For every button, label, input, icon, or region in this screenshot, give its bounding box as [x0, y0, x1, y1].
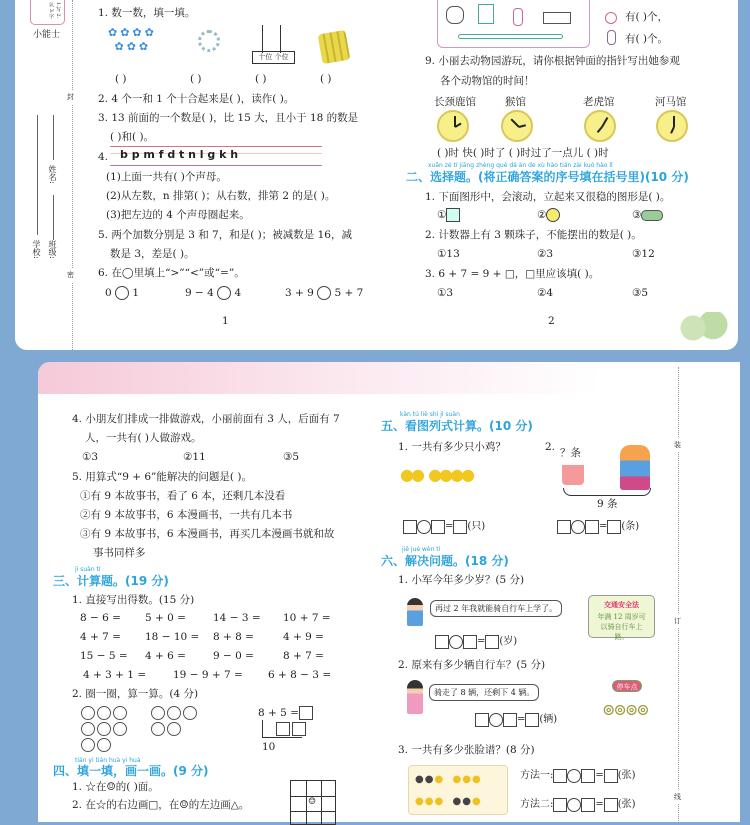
calc-item: 4 + 9 =	[283, 631, 324, 643]
option[interactable]: ①13	[437, 248, 460, 260]
answer-circle[interactable]	[317, 286, 331, 300]
section-pinyin: jì suàn tí	[75, 566, 101, 573]
position-grid	[290, 780, 336, 825]
abacus-image: 十位 个位	[250, 25, 296, 65]
picture-q2: 2.	[545, 441, 556, 453]
parking-sign: 停车点	[612, 680, 642, 692]
flowers-image: ✿✿✿✿ ✿✿✿	[108, 26, 157, 53]
cylinder-icon	[641, 210, 663, 221]
ball-icon	[546, 208, 560, 222]
problem-q1: 1. 小军今年多少岁？(5 分)	[398, 574, 525, 586]
option[interactable]: ②4	[537, 287, 554, 299]
equation-age[interactable]: = (岁)	[435, 632, 517, 649]
section-pinyin: jiě jué wèn tí	[402, 546, 441, 553]
shape-count-cylinder: 有( )个。	[625, 33, 669, 45]
question-2: 2. 4 个一和 1 个十合起来是( )，读作( )。	[98, 93, 295, 105]
question-4: 4. 小朋友们排成一排做游戏，小丽前面有 3 人，后面有 7	[72, 413, 340, 425]
girl-image	[407, 680, 423, 714]
choice-q3: 3. 6 + 7 = 9 + □，□里应该填( )。	[425, 268, 600, 280]
masks-box: ●●● ●●● ●●● ●●●	[408, 765, 508, 815]
section-pinyin: kàn tú liè shì jì suàn	[400, 411, 460, 418]
page-number: 2	[548, 315, 555, 327]
fish-total: 9 条	[597, 498, 618, 510]
binding-mark: 密	[67, 268, 74, 282]
bucket-icon	[562, 465, 584, 485]
binding-line	[678, 367, 679, 822]
compare-3: 3 + 9 5 + 7	[285, 287, 364, 299]
option[interactable]: ③有 9 本故事书，6 本漫画书，再买几本漫画书就和故	[80, 528, 335, 540]
name-line	[53, 115, 54, 160]
brand-label: 小能士	[33, 30, 61, 40]
sphere-icon	[605, 12, 617, 24]
smiley-icon: ☺	[308, 797, 317, 807]
cat-fishing-image	[620, 445, 650, 490]
section-5-title: 五、看图列式计算。(10 分)	[381, 419, 533, 433]
calc-item: 19 − 9 + 7 =	[173, 669, 243, 681]
question-9: 9. 小丽去动物园游玩，请你根据钟面的指针写出她参观	[425, 55, 680, 67]
question-1: 1. 数一数，填一填。	[98, 7, 196, 19]
speech-bubble: 再过 2 年我就能骑自行车上学了。	[430, 600, 562, 617]
cylinder-icon	[607, 30, 616, 45]
answer-paren: ( )	[255, 73, 267, 85]
calc-item: 6 + 8 − 3 =	[268, 669, 332, 681]
question-9-cont: 各个动物馆的时间！	[440, 75, 535, 87]
question-3-cont: ( )和( )。	[110, 131, 155, 143]
problem-q2: 2. 原来有多少辆自行车？(5 分)	[398, 659, 546, 671]
binding-mark: 封	[67, 90, 74, 104]
consonant-letters: b p m f d t n l g k h	[120, 148, 239, 161]
question-5: 5. 用算式“9 + 6”能解决的问题是( )。	[72, 471, 252, 483]
answer-circle[interactable]	[217, 286, 231, 300]
fish-question: ？条	[560, 447, 581, 459]
equation-fish[interactable]: = (条)	[557, 517, 639, 534]
option[interactable]: ②	[537, 208, 560, 222]
section-pinyin: tián yi tián huà yi huà	[75, 757, 141, 764]
fill-q1: 1. ☆在☺的( )面。	[72, 781, 159, 793]
fill-q2: 2. 在☆的右边画□，在☺的左边画△。	[72, 799, 250, 811]
section-2-title: 二、选择题。(将正确答案的序号填在括号里)(10 分)	[406, 170, 689, 184]
section-pinyin: xuǎn zé tí jiāng zhèng què dá àn de xù hào tián zài kuò hào lǐ	[428, 162, 613, 169]
cube-icon	[446, 208, 460, 222]
clock-icon	[501, 110, 533, 142]
compare-2: 9 − 4 4	[185, 287, 242, 299]
clock-icon	[656, 110, 688, 142]
option[interactable]: ③	[632, 208, 663, 222]
question-5: 5. 两个加数分别是 3 和 7，和是( )；被减数是 16，减	[98, 229, 352, 241]
option[interactable]: ②3	[537, 248, 554, 260]
question-4-cont: 人，一共有( )人做游戏。	[85, 432, 202, 444]
shapes-box	[437, 0, 590, 48]
school-line	[37, 115, 38, 235]
section-4-title: 四、填一填，画一画。(9 分)	[53, 764, 209, 778]
zoo-giraffe: 长颈鹿馆	[434, 96, 476, 108]
binding-line	[72, 0, 73, 350]
class-label: 班级:	[48, 240, 57, 259]
choice-q2: 2. 计数器上有 3 颗珠子，不能摆出的数是( )。	[425, 229, 642, 241]
binding-mark: 订	[674, 614, 681, 628]
chicks-image: ●● ●●●●	[400, 465, 520, 510]
question-4-2: (2)从左数，n 排第( )；从右数，排第 2 的是( )。	[106, 190, 336, 202]
question-4-3: (3)把左边的 4 个声母圈起来。	[106, 209, 250, 221]
beads-image	[198, 30, 220, 52]
clock-icon	[584, 110, 616, 142]
option[interactable]: ③5	[283, 451, 300, 463]
calc-item: 5 + 0 =	[145, 612, 186, 624]
option[interactable]: ②有 9 本故事书，6 本漫画书，一共有几本书	[80, 509, 293, 521]
brace	[563, 488, 651, 496]
calc-item: 18 − 10 =	[145, 631, 200, 643]
question-4-1: (1)上面一共有( )个声母。	[106, 171, 227, 183]
calc-item: 10 + 7 =	[283, 612, 331, 624]
calc-item: 4 + 7 =	[80, 631, 121, 643]
calc-item: 8 − 6 =	[80, 612, 121, 624]
school-label: 学校:	[32, 240, 41, 259]
choice-q1: 1. 下面图形中，会滚动，立起来又很稳的图形是( )。	[425, 191, 671, 203]
option[interactable]: ①	[437, 208, 460, 222]
speech-bubble: 骑走了 8 辆，还剩下 4 辆。	[429, 684, 539, 701]
boy-image	[407, 598, 423, 626]
make-ten-equation: 8 + 5 =	[258, 706, 313, 720]
equation-method-1[interactable]: 方法一: = (张)	[520, 770, 636, 781]
section-6-title: 六、解决问题。(18 分)	[381, 554, 509, 568]
calc-item: 8 + 7 =	[283, 650, 324, 662]
header-banner	[38, 362, 740, 394]
question-6: 6. 在◯里填上“>”“<”或“=”。	[98, 267, 245, 279]
calc-item: 9 − 0 =	[213, 650, 254, 662]
answer-circle[interactable]	[115, 286, 129, 300]
calc-q2: 2. 圈一圈，算一算。(4 分)	[72, 688, 199, 700]
equation-bikes[interactable]: = (辆)	[475, 710, 557, 727]
circles-group-5	[150, 705, 200, 737]
option[interactable]: ③12	[632, 248, 655, 260]
option[interactable]: ②11	[183, 451, 206, 463]
option[interactable]: ③5	[632, 287, 649, 299]
traffic-law-box: 交通安全法 年满 12 周岁可以骑自行车上路。	[588, 595, 655, 638]
ten-label: 10	[262, 741, 276, 753]
picture-q1: 1. 一共有多少只小鸡？	[398, 441, 506, 453]
answer-paren: ( )	[320, 73, 332, 85]
answer-box[interactable]	[299, 706, 313, 720]
binding-mark: 线	[674, 790, 681, 804]
zoo-tiger: 老虎馆	[583, 96, 615, 108]
shape-count-sphere: 有( )个，	[625, 11, 669, 23]
zoo-hippo: 河马馆	[655, 96, 687, 108]
calc-item: 4 + 6 =	[145, 650, 186, 662]
option[interactable]: ①3	[437, 287, 454, 299]
problem-q3: 3. 一共有多少张脸谱？(8 分)	[398, 744, 535, 756]
clock-icon	[437, 110, 469, 142]
calc-item: 8 + 8 =	[213, 631, 254, 643]
question-3: 3. 13 前面的一个数是( )，比 15 大，且小于 18 的数是	[98, 112, 359, 124]
option-cont: 事书同样多	[93, 547, 146, 559]
name-label: 姓名:	[48, 165, 57, 184]
margin-tip-box: 1.写 2.认 3.字	[30, 0, 65, 25]
binding-mark: 装	[674, 438, 681, 452]
circles-group-8	[80, 705, 130, 753]
calc-item: 15 − 5 =	[80, 650, 128, 662]
option[interactable]: ①有 9 本故事书，看了 6 本，还剩几本没看	[80, 490, 286, 502]
equation-chicks[interactable]: = (只)	[403, 517, 485, 534]
answer-box[interactable]	[276, 722, 290, 736]
bicycles-image: ⊚⊚⊚⊚	[602, 700, 648, 719]
calc-item: 14 − 3 =	[213, 612, 261, 624]
question-5-cont: 数是 3，差是( )。	[110, 248, 195, 260]
class-line	[53, 195, 54, 240]
calc-item: 4 + 3 + 1 =	[83, 669, 147, 681]
tree-illustration	[678, 312, 728, 344]
answer-paren: ( )	[190, 73, 202, 85]
question-4-number: 4.	[98, 151, 109, 163]
sticks-image	[318, 30, 351, 64]
answer-paren: ( )	[115, 73, 127, 85]
page-number: 1	[222, 315, 229, 327]
section-3-title: 三、计算题。(19 分)	[53, 574, 169, 588]
equation-method-2[interactable]: 方法二: = (张)	[520, 799, 636, 810]
clock-answers: ( )时 快( )时了 ( )时过了一点儿 ( )时	[437, 147, 609, 159]
zoo-monkey: 猴馆	[505, 96, 526, 108]
option[interactable]: ①3	[82, 451, 99, 463]
answer-box[interactable]	[292, 722, 306, 736]
calc-q1: 1. 直接写出得数。(15 分)	[72, 594, 195, 606]
compare-1: 0 1	[105, 287, 140, 299]
